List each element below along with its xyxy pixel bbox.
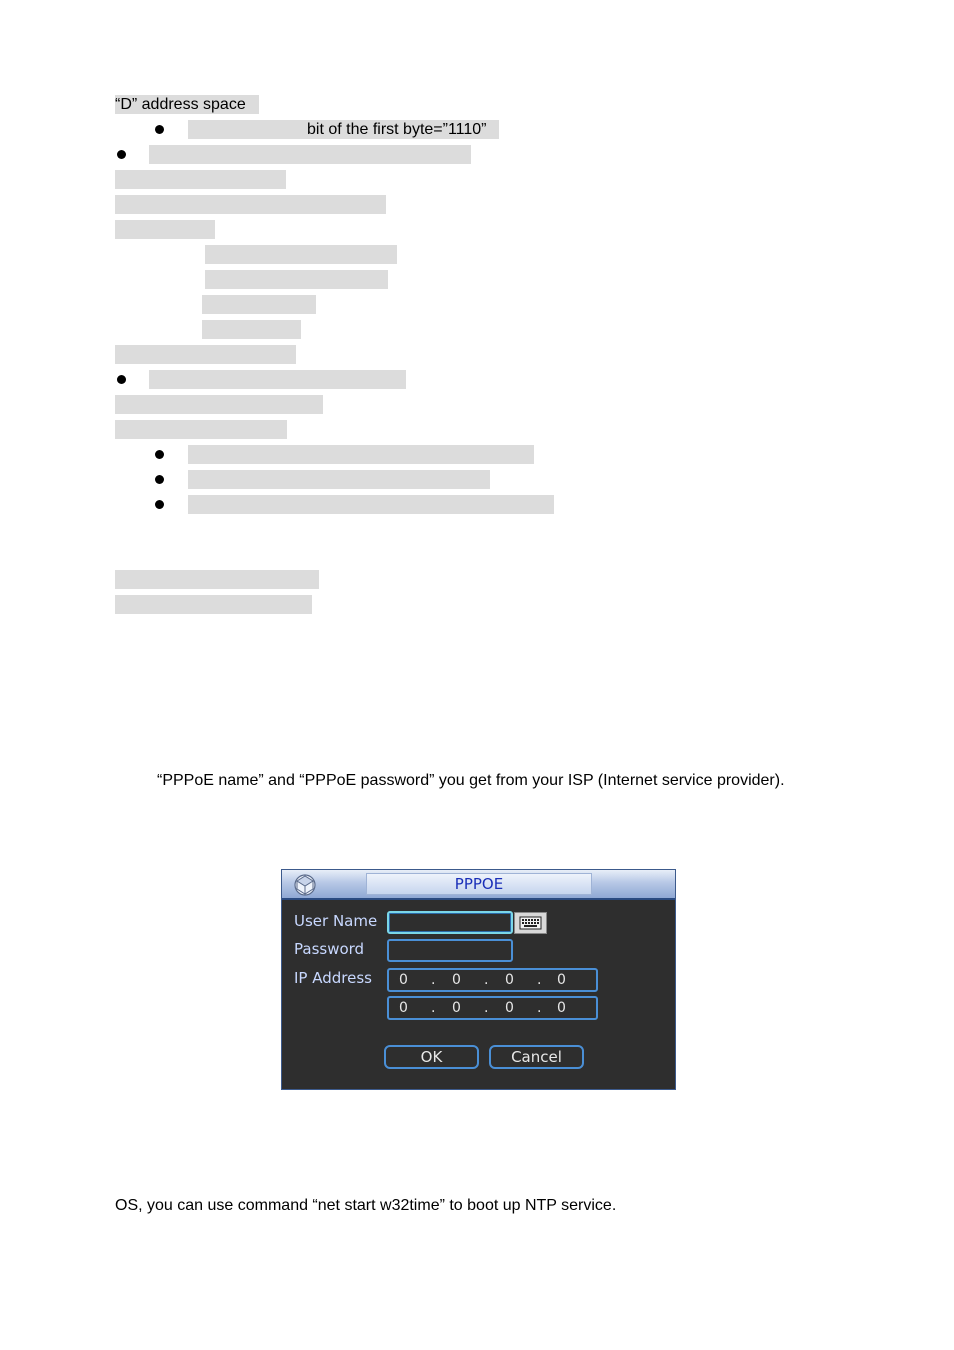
user-name-label: User Name bbox=[294, 912, 378, 930]
redacted-line bbox=[149, 370, 406, 389]
redacted-line bbox=[202, 320, 301, 339]
first-byte-text: bit of the first byte=”1110” bbox=[307, 121, 487, 138]
ok-button[interactable]: OK bbox=[384, 1045, 479, 1069]
ip-address-label: IP Address bbox=[294, 969, 372, 987]
ip-octet-4: 0 bbox=[557, 972, 566, 988]
text-line-first-byte bbox=[188, 120, 499, 139]
ip-octet-3: 0 bbox=[505, 1000, 514, 1016]
text-line-d-address: “D” address space bbox=[115, 95, 259, 114]
ip-octet-1: 0 bbox=[399, 972, 408, 988]
keyboard-icon[interactable] bbox=[514, 912, 547, 934]
cancel-button[interactable]: Cancel bbox=[489, 1045, 584, 1069]
redacted-line bbox=[202, 295, 316, 314]
ip-dot: . bbox=[537, 972, 542, 988]
keyboard-glyph-icon bbox=[515, 913, 546, 933]
ip-octet-2: 0 bbox=[452, 1000, 461, 1016]
redacted-line bbox=[115, 170, 286, 189]
ip-octet-4: 0 bbox=[557, 1000, 566, 1016]
bullet-icon bbox=[117, 375, 126, 384]
bullet-icon bbox=[155, 125, 164, 134]
user-name-input[interactable] bbox=[387, 911, 513, 934]
bullet-icon bbox=[117, 150, 126, 159]
redacted-line bbox=[115, 570, 319, 589]
ip-address-input-2[interactable] bbox=[387, 996, 598, 1020]
ip-octet-2: 0 bbox=[452, 972, 461, 988]
redacted-line bbox=[115, 420, 287, 439]
pppoe-note: “PPPoE name” and “PPPoE password” you get from your ISP (Internet service provider). bbox=[157, 772, 785, 789]
password-input[interactable] bbox=[387, 939, 513, 962]
redacted-line bbox=[149, 145, 471, 164]
ip-dot: . bbox=[484, 1000, 489, 1016]
ip-octet-3: 0 bbox=[505, 972, 514, 988]
redacted-line bbox=[205, 245, 397, 264]
password-label: Password bbox=[294, 940, 365, 958]
bullet-icon bbox=[155, 500, 164, 509]
ip-octet-1: 0 bbox=[399, 1000, 408, 1016]
ntp-note: OS, you can use command “net start w32time” to boot up NTP service. bbox=[115, 1197, 617, 1214]
redacted-line bbox=[115, 195, 386, 214]
redacted-line bbox=[115, 395, 323, 414]
bullet-icon bbox=[155, 450, 164, 459]
redacted-line bbox=[188, 495, 554, 514]
ip-dot: . bbox=[537, 1000, 542, 1016]
redacted-line bbox=[188, 445, 534, 464]
redacted-line bbox=[115, 220, 215, 239]
ip-dot: . bbox=[484, 972, 489, 988]
redacted-line bbox=[188, 470, 490, 489]
bullet-icon bbox=[155, 475, 164, 484]
dialog-title-bar bbox=[282, 870, 675, 900]
redacted-line bbox=[115, 595, 312, 614]
dialog-title: PPPOE bbox=[366, 873, 592, 895]
ip-dot: . bbox=[431, 972, 436, 988]
redacted-line bbox=[115, 345, 296, 364]
ip-address-input[interactable] bbox=[387, 968, 598, 992]
ip-dot: . bbox=[431, 1000, 436, 1016]
pppoe-dialog bbox=[281, 869, 676, 1090]
redacted-line bbox=[205, 270, 388, 289]
globe-logo-icon bbox=[292, 873, 318, 897]
